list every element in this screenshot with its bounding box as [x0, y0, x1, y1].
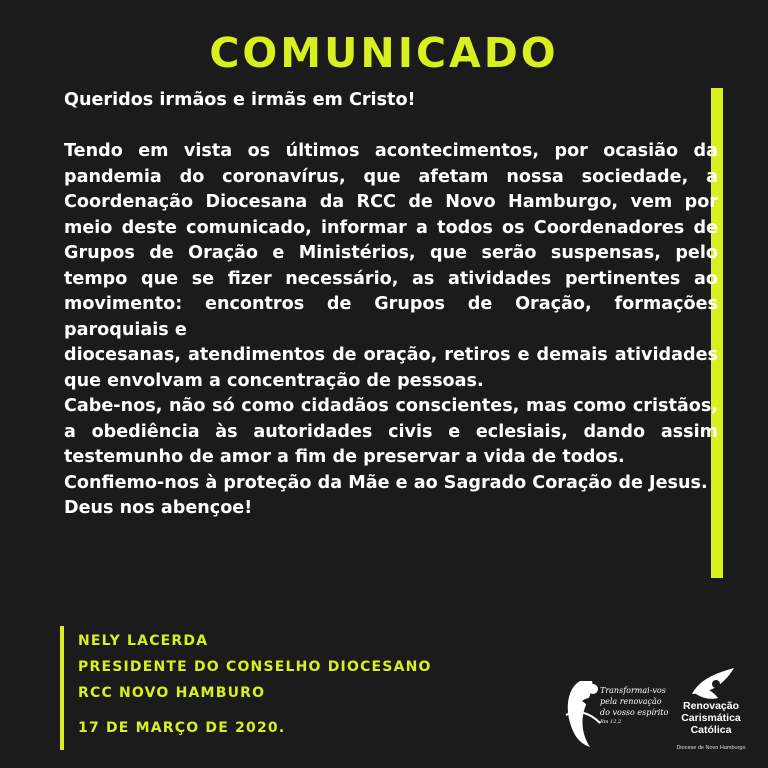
- rcc-name-line-1: Renovação: [682, 700, 740, 712]
- motto-line-4: Rm 12,2: [600, 719, 622, 725]
- paragraph-duty: Cabe-nos, não só como cidadãos conscientes, mas como cristãos, a obediência às autoridades civis e eclesiais, dando assim testemunho de amor a fim de preservar a vida de todos.: [64, 396, 718, 467]
- signature-date: 17 DE MARÇO DE 2020.: [78, 720, 286, 736]
- page-title: COMUNICADO: [209, 29, 559, 77]
- paragraph-trust: Confiemo-nos à proteção da Mãe e ao Sagrado Coração de Jesus.: [64, 472, 708, 493]
- greeting: Queridos irmãos e irmãs em Cristo!: [64, 90, 416, 110]
- signature-name: NELY LACERDA: [78, 633, 209, 649]
- rcc-name-line-3: Católica: [690, 724, 732, 736]
- signature-org: RCC NOVO HAMBURO: [78, 685, 266, 701]
- motto-line-3: do vosso espírito: [600, 708, 669, 717]
- rcc-diocese: Diocese de Novo Hamburgo: [676, 745, 746, 751]
- blessing: Deus nos abençoe!: [64, 498, 253, 518]
- signature-bar: [60, 626, 64, 750]
- letter-body: [64, 88, 718, 522]
- paragraph-main-continued: diocesanas, atendimentos de oração, retiros e demais atividades que envolvam a concentração de pessoas.: [64, 345, 718, 391]
- rcc-name-line-2: Carismática: [681, 712, 741, 724]
- motto-line-2: pela renovação: [600, 697, 662, 706]
- motto-line-1: Transformai-vos: [600, 686, 666, 695]
- paragraph-main: Tendo em vista os últimos acontecimentos, por ocasião da pandemia do coronavírus, que afetam nossa sociedade, a Coordenação Diocesana da RCC de Novo Hamburgo, vem por meio deste comunicado, informar a todos os Coordenadores de Grupos de Oração e Ministérios, que serão suspensas, pelo tempo que se fizer necessário, as atividades pertinentes ao movimento: encontros de Grupos de Oração, formações paroquiais e: [64, 141, 718, 340]
- signature-role: PRESIDENTE DO CONSELHO DIOCESANO: [78, 659, 432, 675]
